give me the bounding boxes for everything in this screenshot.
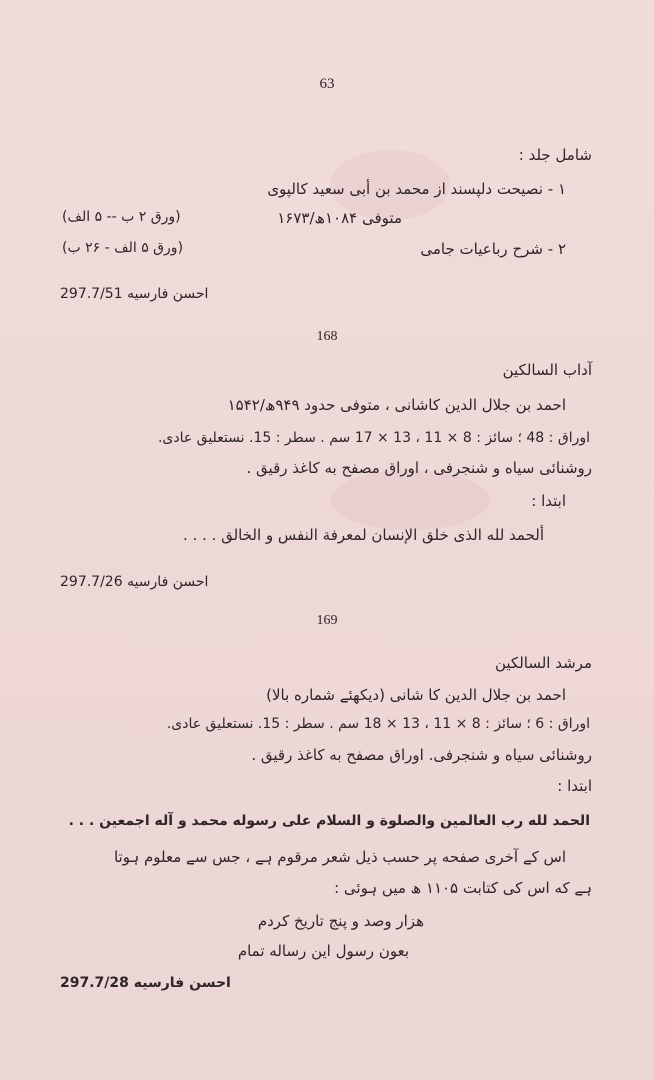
incipit-label: ابتدا : xyxy=(531,492,566,510)
entry-description-2: روشنائی سیاه و شنجرفی. اوراق مصفح به کاغذ رقیق . xyxy=(251,746,592,764)
colophon-note: اس کے آخری صفحه پر حسب ذیل شعر مرقوم ہے ، جس سے معلوم ہوتا xyxy=(113,848,566,866)
entry-author: احمد بن جلال الدین کا شانی (دیکھئے شماره بالا) xyxy=(266,686,566,704)
entry-number: 168 xyxy=(316,329,338,344)
shelf-reference: احسن فارسیه 297.7/51 xyxy=(60,286,209,302)
contents-item-1: ۱ - نصیحت دلپسند از محمد بن أبی سعید کالپوی xyxy=(267,180,566,198)
contents-item-2: ۲ - شرح رباعیات جامی xyxy=(420,240,566,258)
entry-description-2: روشنائی سیاه و شنجرفی ، اوراق مصفح به کاغذ رقیق . xyxy=(246,459,592,477)
incipit-text: الحمد لله رب العالمین والصلوة و السلام علی رسوله محمد و آله اجمعین . . . xyxy=(68,813,590,829)
contents-item-1-death: متوفی ۱۰۸۴ھ/۱۶۷۳ xyxy=(277,209,402,227)
colophon-note-2: ہے که اس کی کتابت ۱۱۰۵ ھ میں ہوئی : xyxy=(334,879,592,897)
page-number: 63 xyxy=(319,76,335,92)
verse-line-2: بعون رسول این رساله تمام xyxy=(237,942,409,960)
entry-author: احمد بن جلال الدین کاشانی ، متوفی حدود ۹۴۹ھ/۱۵۴۲ xyxy=(227,396,566,414)
contents-item-2-leaves: (ورق ۵ الف - ۲۶ ب) xyxy=(62,240,184,256)
shelf-reference: احسن فارسیه 297.7/28 xyxy=(60,975,231,991)
entry-description: اوراق : 48 ؛ سائز : 8 × 11 ، 13 × 17 سم . سطر : 15. نستعلیق عادی. xyxy=(157,430,590,446)
entry-number: 169 xyxy=(316,613,338,628)
entry-title: مرشد السالکین xyxy=(494,654,592,672)
incipit-label: ابتدا : xyxy=(557,777,592,795)
paper-stain xyxy=(330,470,490,530)
verse-line-1: هزار وصد و پنج تاریخ کردم xyxy=(257,912,424,930)
contents-heading: شامل جلد : xyxy=(518,146,592,164)
contents-item-1-leaves: (ورق ۲ ب -- ۵ الف) xyxy=(62,209,181,225)
entry-description: اوراق : 6 ؛ سائز : 8 × 11 ، 13 × 18 سم . سطر : 15. نستعلیق عادی. xyxy=(166,716,590,732)
incipit-text: ألحمد لله الذی خلق الإنسان لمعرفة النفس و الخالق . . . . xyxy=(182,526,544,544)
entry-title: آداب السالکین xyxy=(502,361,592,379)
shelf-reference: احسن فارسیه 297.7/26 xyxy=(60,574,209,590)
